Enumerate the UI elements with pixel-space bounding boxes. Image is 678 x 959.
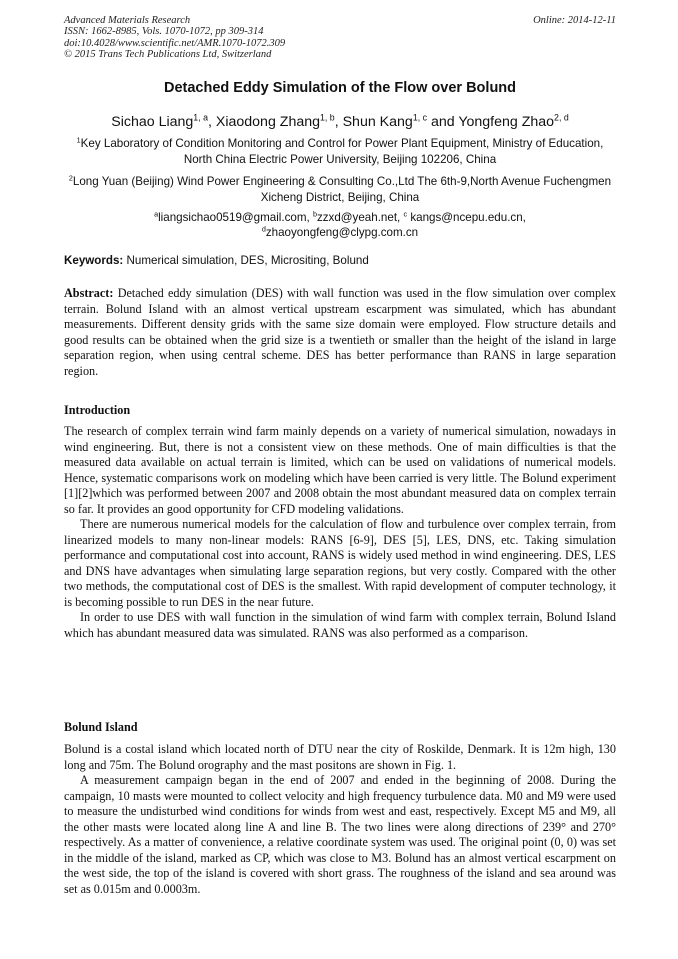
author-sep: , [207, 114, 216, 130]
copyright-line: © 2015 Trans Tech Publications Ltd, Switzerland [64, 48, 272, 60]
introduction-body [64, 424, 616, 641]
author-sep: , [334, 114, 343, 130]
paragraph: In order to use DES with wall function in the simulation of wind farm with complex terrain, Bolund Island which has abundant measured data was simulated. RANS was also performed as a comparison. [64, 610, 616, 640]
online-date: Online: 2014-12-11 [533, 15, 616, 26]
email-sup: c [403, 209, 408, 219]
introduction-heading: Introduction [64, 403, 131, 417]
paragraph: A measurement campaign began in the end of 2007 and ended in the beginning of 2008. During the campaign, 10 masts were mounted to collect velocity and high frequency turbulence data. M0 and M9 were used to measure the undisturbed wind conditions for winds from west and east, respectively. Except M5 and M9, all the other masts were located along line A and line B. The two lines were along directions of 239° and 270° respectively. As a matter of convenience, a relative coordinate system was used. The original point (0, 0) was set in the middle of the island, marked as CP, which was close to M3. Bolund has an almost vertical escarpment on the west side, the top of the island is covered with short grass. The roughness of the island and sea around was set as 0.015m and 0.0003m. [64, 773, 616, 896]
bolund-heading: Bolund Island [64, 720, 138, 734]
email-sep: , [306, 211, 313, 224]
email-sep: , [397, 211, 404, 224]
email-sup: d [261, 224, 266, 234]
author-name: Yongfeng Zhao [458, 114, 555, 130]
keywords [64, 254, 616, 267]
author-sup: 2, d [554, 112, 569, 123]
author-name: Shun Kang [342, 114, 413, 130]
doi-line[interactable]: doi:10.4028/www.scientific.net/AMR.1070-1072.309 [64, 37, 286, 49]
author-sup: 1, b [320, 112, 335, 123]
author-sup: 1, c [412, 112, 427, 123]
abstract-text: Detached eddy simulation (DES) with wall function was used in the flow simulation over complex terrain. Bolund Island with an almost vertical upstream escarpment was simulated, which has abundant measurements. Different density grids with the same size domain were employed. Flow structure details and good results can be obtained when the grid size is a twentieth or smaller than the height of the island in large separation region, when using central scheme. DES has better performance than RANS in large separation region. [64, 286, 616, 378]
paragraph: There are numerous numerical models for the calculation of flow and turbulence over complex terrain, from linearized models to many non-linear models: RANS [6-9], DES [5], LES, DNS, etc. Taking simulation performance and computational cost into account, RANS is widely used method in wind engineering. DES, LES and DNS have advantages when simulating large separation regions, but very costly. Compared with the other two methods, the computational cost of DES is the smallest. With rapid development of computer technology, it is becoming possible to run DES in the near future. [64, 517, 616, 609]
author-sup: 1, a [193, 112, 208, 123]
affiliation-text: Key Laboratory of Condition Monitoring and Control for Power Plant Equipment, Ministry of Education, North China Electric Power University, Beijing 102206, China [80, 137, 604, 166]
author-name: Sichao Liang [111, 114, 194, 130]
author-name: Xiaodong Zhang [215, 114, 321, 130]
affiliation-num: 2 [68, 173, 73, 183]
paper-title: Detached Eddy Simulation of the Flow over Bolund [163, 80, 517, 96]
keywords-text: Numerical simulation, DES, Micrositing, Bolund [126, 254, 369, 267]
journal-header [64, 15, 616, 60]
email-sep: , [522, 211, 526, 224]
email-sup: a [154, 209, 159, 219]
email-address[interactable]: kangs@ncepu.edu.cn [410, 211, 523, 224]
email-address[interactable]: zzxd@yeah.net [316, 211, 398, 224]
affiliation-num: 1 [76, 135, 81, 145]
abstract [64, 286, 616, 379]
email-sup: b [312, 209, 317, 219]
affiliation-text: Long Yuan (Beijing) Wind Power Engineering & Consulting Co.,Ltd The 6th-9,North Avenue Fuchengmen Xicheng District, Beijing, China [72, 175, 612, 204]
journal-name: Advanced Materials Research [64, 15, 191, 26]
affiliation-2 [64, 174, 616, 206]
paragraph: The research of complex terrain wind farm mainly depends on a variety of numerical simulation, nowadays in wind engineering. But, there is not a consistent view on these methods. One of main difficulties is that the measured data available on actual terrain is limited, which can be used on validations of numerical models. Hence, systematic comparisons work on modeling which have been carried is very little. The Bolund experiment [1][2]which was performed between 2007 and 2008 obtain the most abundant measured data on complex terrain so far. It provides an good opportunity for CFD modeling validations. [64, 424, 616, 516]
email-list [64, 210, 616, 240]
author-sep: and [427, 114, 459, 130]
paragraph: Bolund is a costal island which located north of DTU near the city of Roskilde, Denmark. It is 12m high, 130 long and 75m. The Bolund orography and the mast positons are shown in Fig. 1. [64, 742, 616, 772]
author-list [64, 114, 616, 130]
bolund-body [64, 742, 616, 897]
email-address[interactable]: zhaoyongfeng@clypg.com.cn [265, 226, 419, 239]
abstract-label: Abstract: [64, 286, 114, 300]
email-address[interactable]: liangsichao0519@gmail.com [158, 211, 307, 224]
keywords-label: Keywords: [64, 254, 124, 267]
affiliation-1 [64, 136, 616, 168]
issn-line: ISSN: 1662-8985, Vols. 1070-1072, pp 309-314 [64, 26, 264, 38]
